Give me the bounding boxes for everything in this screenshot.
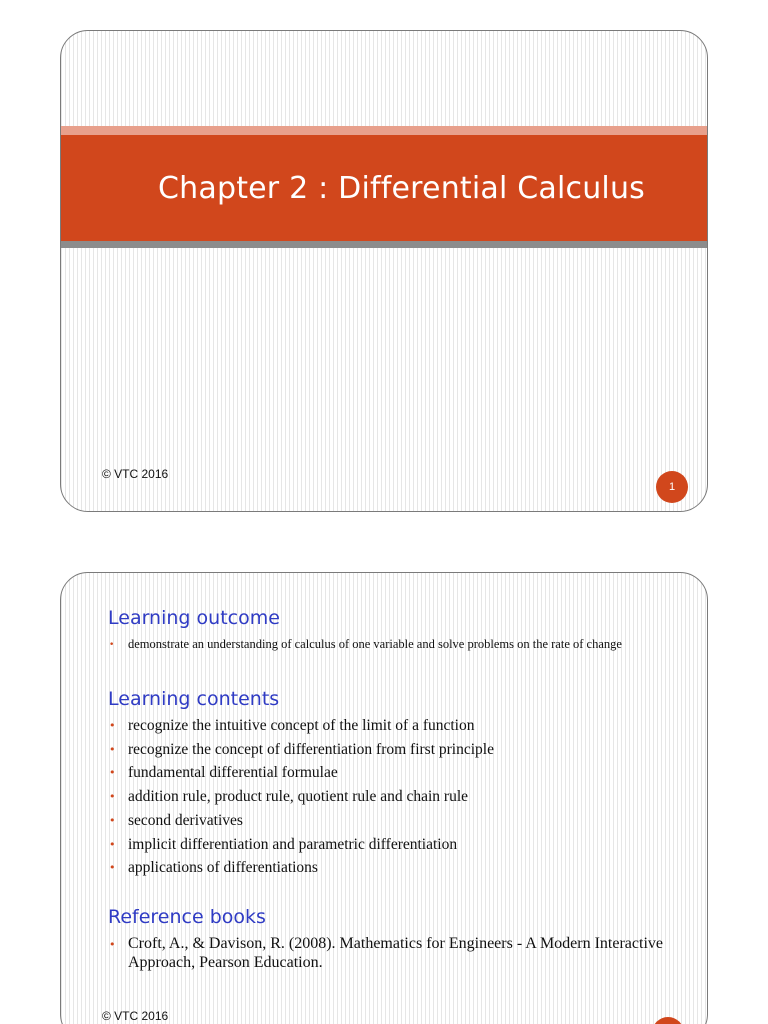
bullet-icon: • <box>109 640 115 650</box>
bullet-icon: • <box>109 790 116 804</box>
learning-contents-list <box>108 714 668 880</box>
reference-books-list <box>108 934 668 972</box>
list-item <box>108 637 668 652</box>
list-item-text: demonstrate an understanding of calculus of one variable and solve problems on the rate of change <box>128 637 622 651</box>
bullet-icon: • <box>109 742 116 756</box>
list-item <box>108 785 668 809</box>
title-band-divider <box>61 241 707 248</box>
slide-2 <box>60 572 708 1024</box>
list-item-text: implicit differentiation and parametric differentiation <box>128 835 458 853</box>
bullet-icon: • <box>109 766 116 780</box>
page-number-badge <box>652 1017 684 1024</box>
list-item <box>108 833 668 857</box>
learning-contents-heading: Learning contents <box>108 688 280 710</box>
list-item-text: Croft, A., & Davison, R. (2008). Mathematics for Engineers - A Modern Interactive Approach, Pearson Education. <box>128 935 663 971</box>
bullet-icon: • <box>109 837 116 851</box>
bullet-icon: • <box>109 861 116 875</box>
list-item-text: fundamental differential formulae <box>128 764 338 782</box>
copyright-footer: © VTC 2016 <box>102 1009 169 1023</box>
learning-outcome-list <box>108 637 668 652</box>
list-item-text: addition rule, product rule, quotient rule and chain rule <box>128 788 469 806</box>
list-item-text: second derivatives <box>128 811 243 829</box>
list-item <box>108 809 668 833</box>
learning-outcome-heading: Learning outcome <box>108 607 280 629</box>
bullet-icon: • <box>109 938 116 951</box>
reference-books-heading: Reference books <box>108 906 266 928</box>
bullet-icon: • <box>109 813 116 827</box>
bullet-icon: • <box>109 719 116 732</box>
list-item-text: recognize the intuitive concept of the limit of a function <box>128 717 475 734</box>
list-item-text: applications of differentiations <box>128 859 318 877</box>
list-item-text: recognize the concept of differentiation from first principle <box>128 740 494 758</box>
list-item <box>108 856 668 880</box>
list-item <box>108 738 668 762</box>
slide-title: Chapter 2 : Differential Calculus <box>158 171 646 206</box>
slide-1 <box>60 30 708 512</box>
title-band-highlight <box>61 126 707 135</box>
page-number-badge: 1 <box>656 471 688 503</box>
list-item <box>108 934 668 972</box>
list-item <box>108 714 668 738</box>
list-item <box>108 761 668 785</box>
copyright-footer: © VTC 2016 <box>102 467 169 481</box>
